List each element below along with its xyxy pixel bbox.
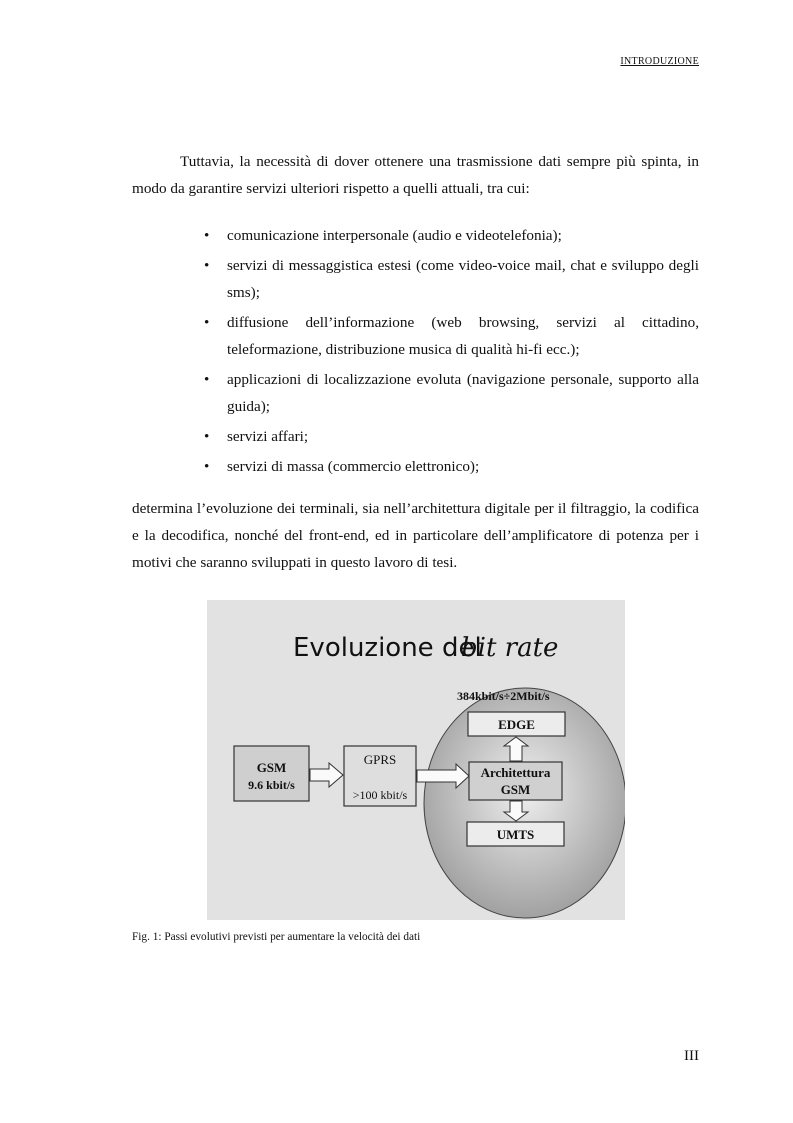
figure-title-italic: bit rate (461, 633, 559, 663)
bullet-icon: • (204, 257, 210, 274)
ellipse-rate-label: 384kbit/s÷2Mbit/s (457, 689, 550, 703)
paragraph-conclusion: determina l’evoluzione dei terminali, sia nell’architettura digitale per il filtraggio, la codifica e la decodifica, nonché del front-end, ed in particolare dell’amplificatore di potenza per i motivi che saranno sviluppati in questo lavoro di tesi. (132, 500, 699, 571)
paragraph-intro: Tuttavia, la necessità di dover ottenere una trasmissione dati sempre più spinta, in modo da garantire servizi ulteriori rispetto a quelli attuali, tra cui: (132, 153, 699, 197)
architecture-label-line1: Architettura (480, 765, 551, 780)
bitrate-diagram (207, 600, 625, 920)
gprs-label-line2: >100 kbit/s (352, 788, 408, 802)
figure-caption: Fig. 1: Passi evolutivi previsti per aumentare la velocità dei dati (132, 931, 421, 943)
page-number: III (684, 1048, 699, 1064)
figure-bitrate-evolution (207, 600, 625, 920)
umts-label: UMTS (496, 827, 535, 842)
list-item: • servizi di messaggistica estesi (come video-voice mail, chat e sviluppo degli sms); (132, 252, 699, 306)
arrow-right-icon (310, 763, 343, 787)
architecture-label-line2: GSM (500, 782, 531, 797)
bullet-icon: • (204, 227, 210, 244)
bullet-icon: • (204, 458, 210, 475)
list-item: • diffusione dell’informazione (web browsing, servizi al cittadino, teleformazione, distribuzione musica di qualità hi-fi ecc.); (132, 309, 699, 363)
list-item: • applicazioni di localizzazione evoluta (navigazione personale, supporto alla guida); (132, 366, 699, 420)
figure-title: Evoluzione del (293, 633, 482, 663)
bullet-icon: • (204, 314, 210, 331)
gsm-label-line1: GSM (256, 760, 287, 775)
list-item: • servizi affari; (132, 423, 699, 450)
list-item: • comunicazione interpersonale (audio e videotelefonia); (132, 222, 699, 249)
bullet-icon: • (204, 371, 210, 388)
edge-label: EDGE (498, 717, 535, 732)
list-item: • servizi di massa (commercio elettronico); (132, 453, 699, 480)
gprs-label-line1: GPRS (363, 752, 397, 767)
gsm-label-line2: 9.6 kbit/s (248, 778, 295, 792)
bullet-icon: • (204, 428, 210, 445)
services-list (132, 222, 699, 483)
running-header: INTRODUZIONE (620, 56, 699, 67)
